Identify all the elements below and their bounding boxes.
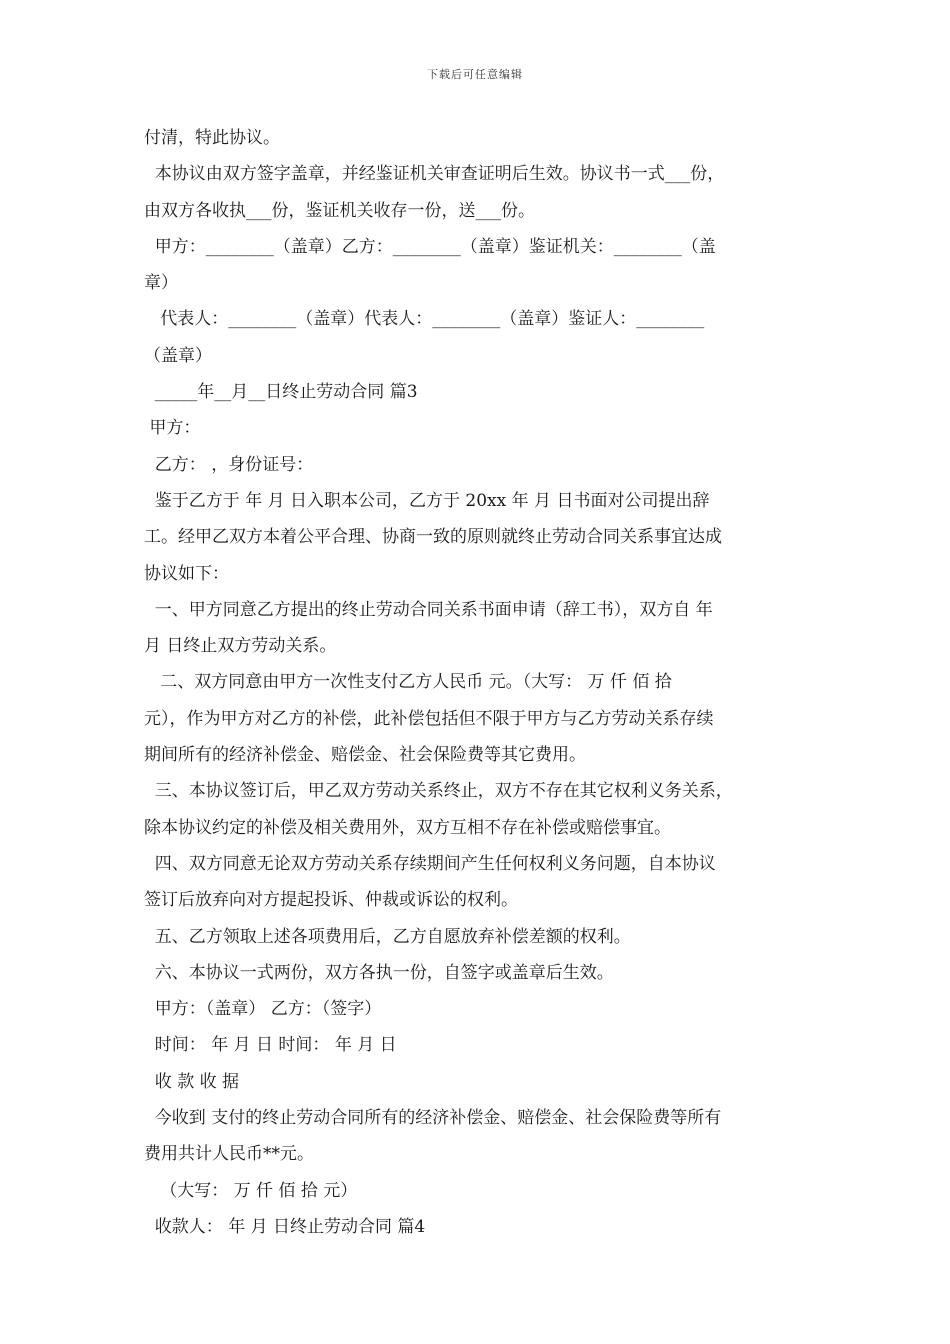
paragraph-line: 一、甲方同意乙方提出的终止劳动合同关系书面申请（辞工书），双方自 年: [144, 599, 713, 620]
paragraph-line: 费用共计人民币**元。: [144, 1144, 314, 1165]
paragraph-line: （盖章）: [144, 345, 212, 366]
paragraph-line: （大写： 万 仟 佰 拾 元）: [144, 1180, 358, 1201]
paragraph-line: 甲方：________（盖章）乙方：________（盖章）鉴证机关：________（盖: [144, 236, 716, 257]
paragraph-line: 三、本协议签订后，甲乙双方劳动关系终止，双方不存在其它权利义务关系，: [144, 781, 733, 802]
paragraph-line: 协议如下：: [144, 563, 229, 584]
receipt-title: 收 款 收 据: [144, 1071, 240, 1092]
paragraph-line: 月 日终止双方劳动关系。: [144, 636, 337, 657]
document-body: [144, 120, 814, 1245]
paragraph-line: 由双方各收执___份，鉴证机关收存一份，送___份。: [144, 200, 535, 221]
paragraph-line: 期间所有的经济补偿金、赔偿金、社会保险费等其它费用。: [144, 745, 586, 766]
section-heading: _____年__月__日终止劳动合同 篇3: [144, 382, 418, 403]
paragraph-line: 时间： 年 月 日 时间： 年 月 日: [144, 1035, 397, 1056]
paragraph-line: 工。经甲乙双方本着公平合理、协商一致的原则就终止劳动合同关系事宜达成: [144, 527, 722, 548]
paragraph-line: 四、双方同意无论双方劳动关系存续期间产生任何权利义务问题，自本协议: [144, 853, 716, 874]
paragraph-line: 签订后放弃向对方提起投诉、仲裁或诉讼的权利。: [144, 890, 518, 911]
paragraph-line: 收款人： 年 月 日终止劳动合同 篇4: [144, 1216, 426, 1237]
paragraph-line: 甲方：: [144, 418, 201, 439]
paragraph-line: 二、双方同意由甲方一次性支付乙方人民币 元。（大写： 万 仟 佰 拾: [144, 672, 672, 693]
paragraph-line: 章）: [144, 273, 178, 294]
paragraph-line: 甲方：（盖章） 乙方：（签字）: [144, 999, 382, 1020]
paragraph-line: 元），作为甲方对乙方的补偿，此补偿包括但不限于甲方与乙方劳动关系存续: [144, 708, 714, 729]
paragraph-line: 付清，特此协议。: [144, 128, 280, 148]
paragraph-line: 鉴于乙方于 年 月 日入职本公司，乙方于 20xx 年 月 日书面对公司提出辞: [144, 490, 710, 511]
paragraph-line: 五、乙方领取上述各项费用后，乙方自愿放弃补偿差额的权利。: [144, 926, 631, 947]
paragraph-line: 今收到 支付的终止劳动合同所有的经济补偿金、赔偿金、社会保险费等所有: [144, 1108, 722, 1129]
page-header: 下载后可任意编辑: [427, 68, 523, 81]
paragraph-line: 六、本协议一式两份，双方各执一份，自签字或盖章后生效。: [144, 962, 614, 983]
paragraph-line: 乙方： ，身份证号：: [144, 454, 314, 475]
paragraph-line: 本协议由双方签字盖章，并经鉴证机关审查证明后生效。协议书一式___份，: [144, 164, 725, 185]
paragraph-line: 除本协议约定的补偿及相关费用外，双方互相不存在补偿或赔偿事宜。: [144, 817, 671, 838]
paragraph-line: 代表人：________（盖章）代表人：________（盖章）鉴证人：________: [144, 309, 705, 330]
